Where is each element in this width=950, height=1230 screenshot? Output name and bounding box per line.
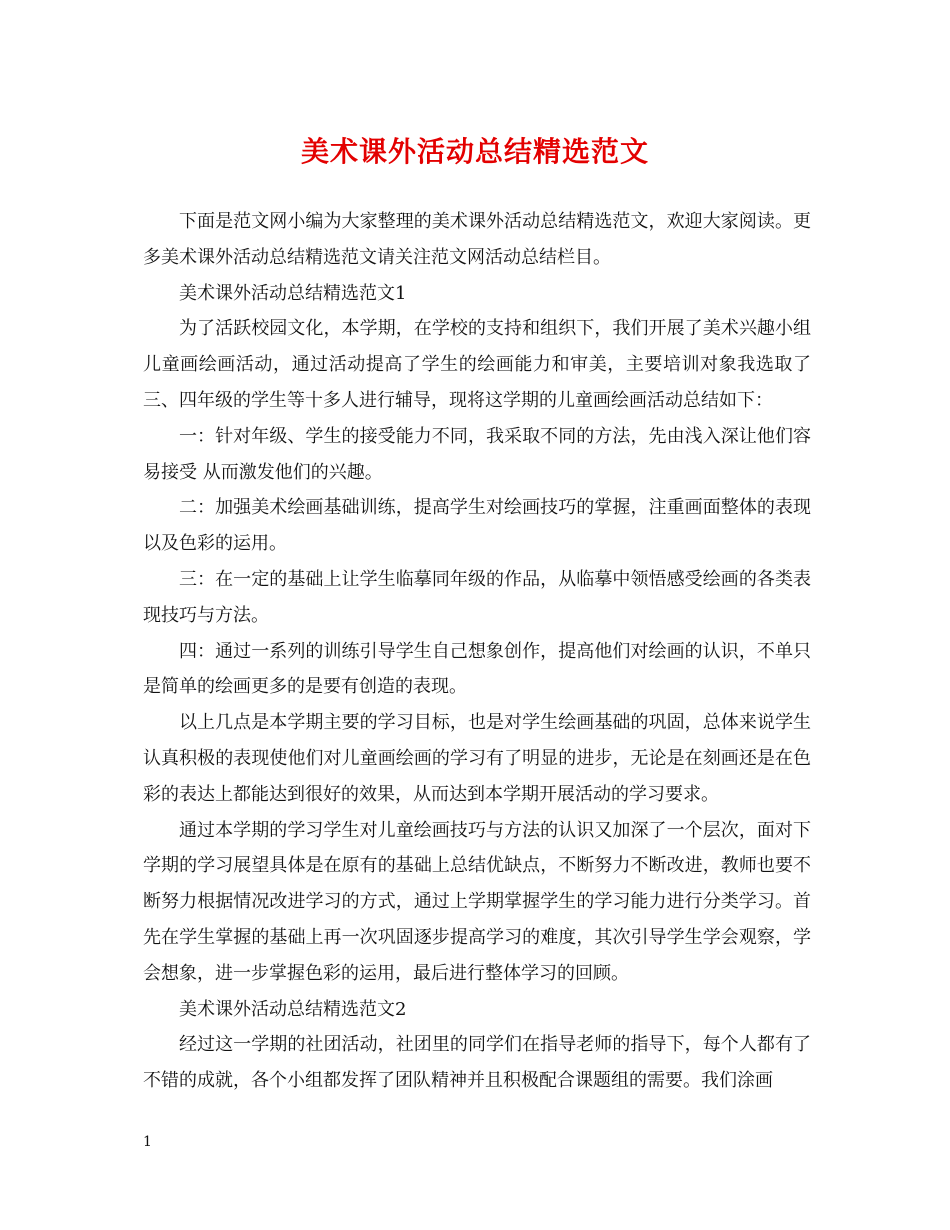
- paragraph: 四：通过一系列的训练引导学生自己想象创作，提高他们对绘画的认识，不单只是简单的绘画更多的是要有创造的表现。: [143, 640, 811, 698]
- paragraph: 三：在一定的基础上让学生临摹同年级的作品，从临摹中领悟感受绘画的各类表现技巧与方法。: [143, 568, 811, 626]
- paragraph: 通过本学期的学习学生对儿童绘画技巧与方法的认识又加深了一个层次，面对下学期的学习展望具体是在原有的基础上总结优缺点，不断努力不断改进，教师也要不断努力根据情况改进学习的方式，通过上学期掌握学生的学习能力进行分类学习。首先在学生掌握的基础上再一次巩固逐步提高学习的难度，其次引导学生学会观察，学会想象，进一步掌握色彩的运用，最后进行整体学习的回顾。: [143, 819, 811, 984]
- document-title: 美术课外活动总结精选范文: [300, 135, 649, 168]
- paragraph-intro: 下面是范文网小编为大家整理的美术课外活动总结精选范文，欢迎大家阅读。更多美术课外活动总结精选范文请关注范文网活动总结栏目。: [143, 211, 811, 268]
- paragraph: 经过这一学期的社团活动，社团里的同学们在指导老师的指导下，每个人都有了不错的成就，各个小组都发挥了团队精神并且积极配合课题组的需要。我们涂画: [143, 1034, 811, 1092]
- document-body: [143, 204, 811, 1099]
- paragraph: 二：加强美术绘画基础训练，提高学生对绘画技巧的掌握，注重画面整体的表现以及色彩的运用。: [143, 497, 811, 555]
- paragraph: 为了活跃校园文化，本学期，在学校的支持和组织下，我们开展了美术兴趣小组儿童画绘画活动，通过活动提高了学生的绘画能力和审美，主要培训对象我选取了三、四年级的学生等十多人进行辅导，现将这学期的儿童画绘画活动总结如下：: [143, 318, 811, 411]
- section-heading-2: 美术课外活动总结精选范文2: [179, 998, 407, 1020]
- section-heading-1: 美术课外活动总结精选范文1: [179, 282, 407, 304]
- page-number: 1: [143, 1134, 152, 1150]
- paragraph: 一：针对年级、学生的接受能力不同，我采取不同的方法，先由浅入深让他们容易接受 从而激发他们的兴趣。: [143, 425, 811, 483]
- paragraph: 以上几点是本学期主要的学习目标，也是对学生绘画基础的巩固，总体来说学生认真积极的表现使他们对儿童画绘画的学习有了明显的进步，无论是在刻画还是在色彩的表达上都能达到很好的效果，从而达到本学期开展活动的学习要求。: [143, 712, 811, 805]
